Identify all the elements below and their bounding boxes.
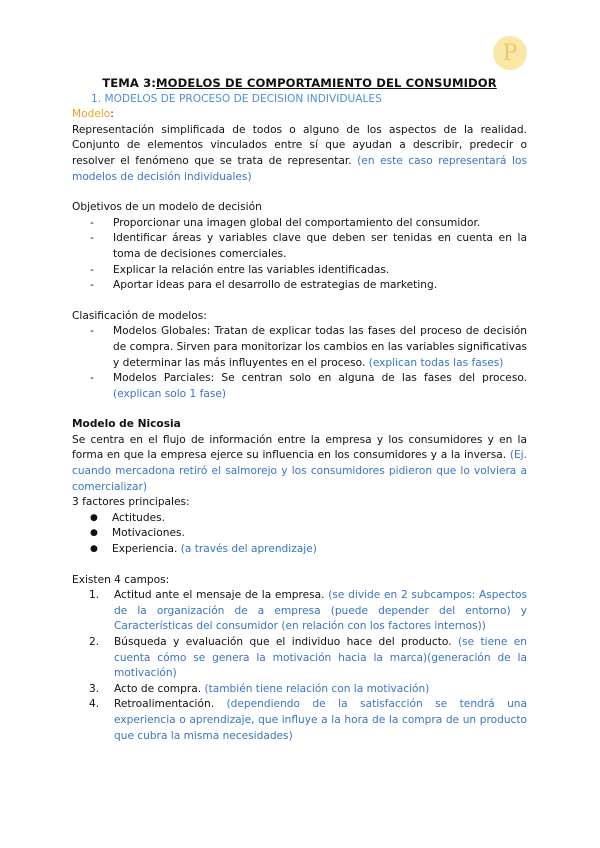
list-item: ● Motivaciones. xyxy=(90,527,185,540)
nicosia-note: (Ej. cuando mercadona retiró el salmorejo y los consumidores pidieron que lo volviera a comercializar) xyxy=(72,449,527,493)
campos-list xyxy=(72,588,527,744)
list-item: 4. Retroalimentación. (dependiendo de la satisfacción se tendrá una experiencia o aprendizaje, que influye a la hora de la compra de un producto que cubra la misma necesidades) xyxy=(89,698,527,742)
section-subtitle: 1. MODELOS DE PROCESO DE DECISION INDIVIDUALES xyxy=(91,92,382,105)
list-item: ● Actitudes. xyxy=(90,511,165,524)
modelo-note: (en este caso representará los modelos de decisión individuales) xyxy=(72,154,527,183)
logo-icon: P xyxy=(493,36,527,70)
list-item: - Aportar ideas para el desarrollo de estrategias de marketing. xyxy=(90,279,438,292)
page-title: TEMA 3:MODELOS DE COMPORTAMIENTO DEL CONSUMIDOR xyxy=(102,76,497,90)
document-page xyxy=(72,76,527,744)
nicosia-text: Se centra en el flujo de información entre la empresa y los consumidores y en la forma en que la empresa ejerce su influencia en los consumidores y a la inversa. (Ej. cuando mercadona retiró el salmorejo y los consumidores pidieron que lo volviera a comercializar) xyxy=(72,433,527,493)
modelo-label: Modelo xyxy=(72,108,111,121)
factores-list xyxy=(72,511,527,558)
objetivos-list xyxy=(72,216,527,294)
list-item: - Identificar áreas y variables clave que deben ser tenidas en cuenta en la toma de decisiones comerciales. xyxy=(90,232,527,260)
factores-heading: 3 factores principales: xyxy=(72,496,190,509)
clasificacion-list xyxy=(72,324,527,402)
list-item: 2. Búsqueda y evaluación que el individuo hace del producto. (se tiene en cuenta cómo se genera la motivación hacia la marca)(generación de la motivación) xyxy=(89,636,527,680)
campos-heading: Existen 4 campos: xyxy=(72,573,170,586)
objetivos-heading: Objetivos de un modelo de decisión xyxy=(72,201,262,214)
modelo-definition: Representación simplificada de todos o alguno de los aspectos de la realidad. Conjunto de elementos vinculados entre sí que ayudan a describir, predecir o resolver el fenómeno que se trata de representar. (en este caso representará los modelos de decisión individuales) xyxy=(72,123,527,183)
list-item: - Modelos Globales: Tratan de explicar todas las fases del proceso de decisión de compra. Sirven para monitorizar los cambios en las variables significativas y determinar las más influyentes en el proceso. (explican todas las fases) xyxy=(90,325,527,369)
list-item: - Explicar la relación entre las variables identificadas. xyxy=(90,263,390,276)
modelo-label-line: Modelo: xyxy=(72,108,114,121)
nicosia-heading: Modelo de Nicosia xyxy=(72,418,181,431)
list-item: - Modelos Parciales: Se centran solo en alguna de las fases del proceso. (explican solo 1 fase) xyxy=(90,372,527,400)
list-item: 3. Acto de compra. (también tiene relación con la motivación) xyxy=(89,682,430,695)
clasificacion-heading: Clasificación de modelos: xyxy=(72,309,207,322)
list-item: - Proporcionar una imagen global del comportamiento del consumidor. xyxy=(90,216,481,229)
list-item: ● Experiencia. (a través del aprendizaje) xyxy=(90,543,317,556)
list-item: 1. Actitud ante el mensaje de la empresa. (se divide en 2 subcampos: Aspectos de la organización de a empresa (puede depender del entorno) y Características del consumidor (en relación con los factores internos)) xyxy=(89,589,528,633)
